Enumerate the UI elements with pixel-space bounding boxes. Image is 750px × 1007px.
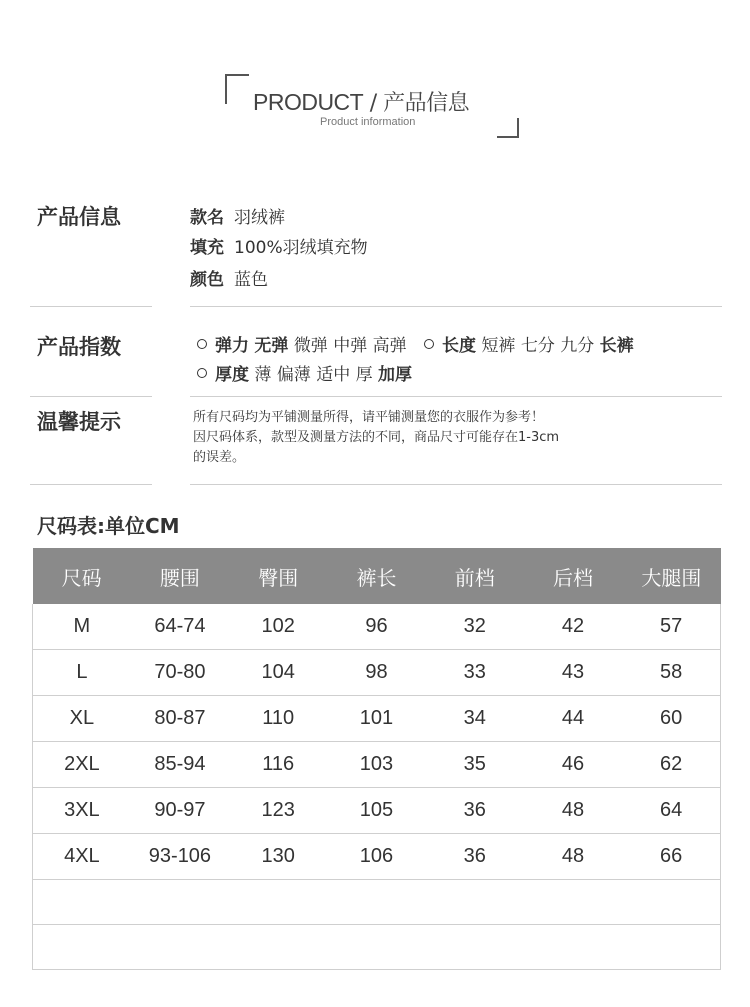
table-cell: 103 [327, 742, 425, 788]
table-cell: 58 [622, 650, 720, 696]
index-option: 高弹 [372, 336, 407, 356]
size-table-title: 尺码表:单位CM [37, 514, 180, 538]
column-header: 臀围 [229, 548, 327, 604]
column-header: 腰围 [131, 548, 229, 604]
corner-bracket-top-left [225, 74, 249, 104]
table-cell: L [33, 650, 131, 696]
index-option: 适中 [316, 365, 351, 385]
tip-line: 因尺码体系，款型及测量方法的不同，商品尺寸可能存在1-3cm [193, 430, 560, 445]
table-cell: 102 [229, 604, 327, 650]
table-cell: 2XL [33, 742, 131, 788]
index-section-label: 产品指数 [37, 335, 121, 359]
table-cell: 4XL [33, 834, 131, 880]
circle-bullet-icon [197, 339, 207, 349]
table-cell: 130 [229, 834, 327, 880]
page-title [253, 86, 469, 117]
info-section-label: 产品信息 [37, 205, 121, 229]
tips-section-label: 温馨提示 [37, 410, 121, 434]
table-cell: 105 [327, 788, 425, 834]
table-cell: 46 [524, 742, 622, 788]
tip-line: 所有尺码均为平铺测量所得，请平铺测量您的衣服作为参考！ [193, 410, 545, 425]
column-header: 裤长 [327, 548, 425, 604]
info-row-name [190, 203, 285, 228]
title-separator: / [369, 91, 377, 116]
table-cell: XL [33, 696, 131, 742]
circle-bullet-icon [197, 368, 207, 378]
size-table [32, 548, 721, 970]
index-row-1 [197, 331, 634, 356]
table-cell: 43 [524, 650, 622, 696]
table-cell: 106 [327, 834, 425, 880]
index-group-title: 弹力 [215, 336, 249, 356]
table-cell: 101 [327, 696, 425, 742]
table-row [33, 604, 721, 650]
index-group-title: 长度 [442, 336, 477, 356]
tip-line: 的误差。 [193, 450, 246, 465]
table-cell: 64 [622, 788, 720, 834]
page-subtitle: Product information [320, 116, 416, 128]
table-row-empty [33, 925, 721, 970]
table-cell: 96 [327, 604, 425, 650]
index-group-title: 厚度 [215, 365, 249, 385]
table-cell: 85-94 [131, 742, 229, 788]
table-cell: 57 [622, 604, 720, 650]
column-header: 后档 [524, 548, 622, 604]
index-option-selected: 长裤 [599, 336, 634, 356]
index-option: 厚 [355, 365, 373, 385]
index-row-2 [197, 360, 412, 385]
table-cell: 64-74 [131, 604, 229, 650]
index-option: 中弹 [333, 336, 368, 356]
table-cell: 98 [327, 650, 425, 696]
table-cell: 33 [426, 650, 524, 696]
table-cell: 70-80 [131, 650, 229, 696]
index-option: 九分 [560, 336, 595, 356]
table-cell: 90-97 [131, 788, 229, 834]
column-header: 前档 [426, 548, 524, 604]
info-row-fill [190, 233, 368, 258]
index-group-thickness [197, 365, 412, 385]
table-cell: 93-106 [131, 834, 229, 880]
info-value: 羽绒裤 [234, 208, 285, 228]
table-cell: 32 [426, 604, 524, 650]
table-cell: M [33, 604, 131, 650]
table-cell: 62 [622, 742, 720, 788]
info-key: 颜色 [190, 270, 224, 290]
index-option: 薄 [254, 365, 272, 385]
size-table-header-row [33, 548, 721, 604]
title-cn: 产品信息 [383, 91, 470, 116]
column-header: 大腿围 [622, 548, 720, 604]
table-cell: 48 [524, 788, 622, 834]
table-cell: 110 [229, 696, 327, 742]
table-cell: 60 [622, 696, 720, 742]
divider [190, 306, 722, 307]
index-option: 偏薄 [276, 365, 311, 385]
info-key: 填充 [190, 238, 224, 258]
table-cell: 34 [426, 696, 524, 742]
table-cell: 3XL [33, 788, 131, 834]
table-cell: 116 [229, 742, 327, 788]
table-cell: 36 [426, 788, 524, 834]
table-row [33, 834, 721, 880]
table-cell: 66 [622, 834, 720, 880]
info-key: 款名 [190, 208, 224, 228]
title-en: PRODUCT [253, 89, 364, 115]
divider [30, 484, 152, 485]
table-cell: 104 [229, 650, 327, 696]
index-option: 短裤 [481, 336, 516, 356]
table-cell: 48 [524, 834, 622, 880]
index-option-selected: 无弹 [254, 336, 289, 356]
table-cell: 44 [524, 696, 622, 742]
index-option: 微弹 [293, 336, 328, 356]
table-cell: 123 [229, 788, 327, 834]
info-value: 100%羽绒填充物 [234, 238, 368, 258]
index-group-length [424, 336, 634, 356]
divider [30, 306, 152, 307]
table-cell: 36 [426, 834, 524, 880]
table-cell: 42 [524, 604, 622, 650]
circle-bullet-icon [424, 339, 434, 349]
table-cell: 35 [426, 742, 524, 788]
info-row-color [190, 265, 268, 290]
table-row [33, 696, 721, 742]
divider [190, 396, 722, 397]
table-row-empty [33, 880, 721, 925]
index-group-elasticity [197, 336, 412, 356]
table-row [33, 788, 721, 834]
divider [30, 396, 152, 397]
table-cell-empty [33, 880, 721, 925]
table-row [33, 650, 721, 696]
column-header: 尺码 [33, 548, 131, 604]
table-row [33, 742, 721, 788]
table-cell-empty [33, 925, 721, 970]
divider [190, 484, 722, 485]
table-cell: 80-87 [131, 696, 229, 742]
index-option-selected: 加厚 [378, 365, 413, 385]
corner-bracket-bottom-right [497, 118, 519, 138]
index-option: 七分 [520, 336, 555, 356]
info-value: 蓝色 [234, 270, 268, 290]
